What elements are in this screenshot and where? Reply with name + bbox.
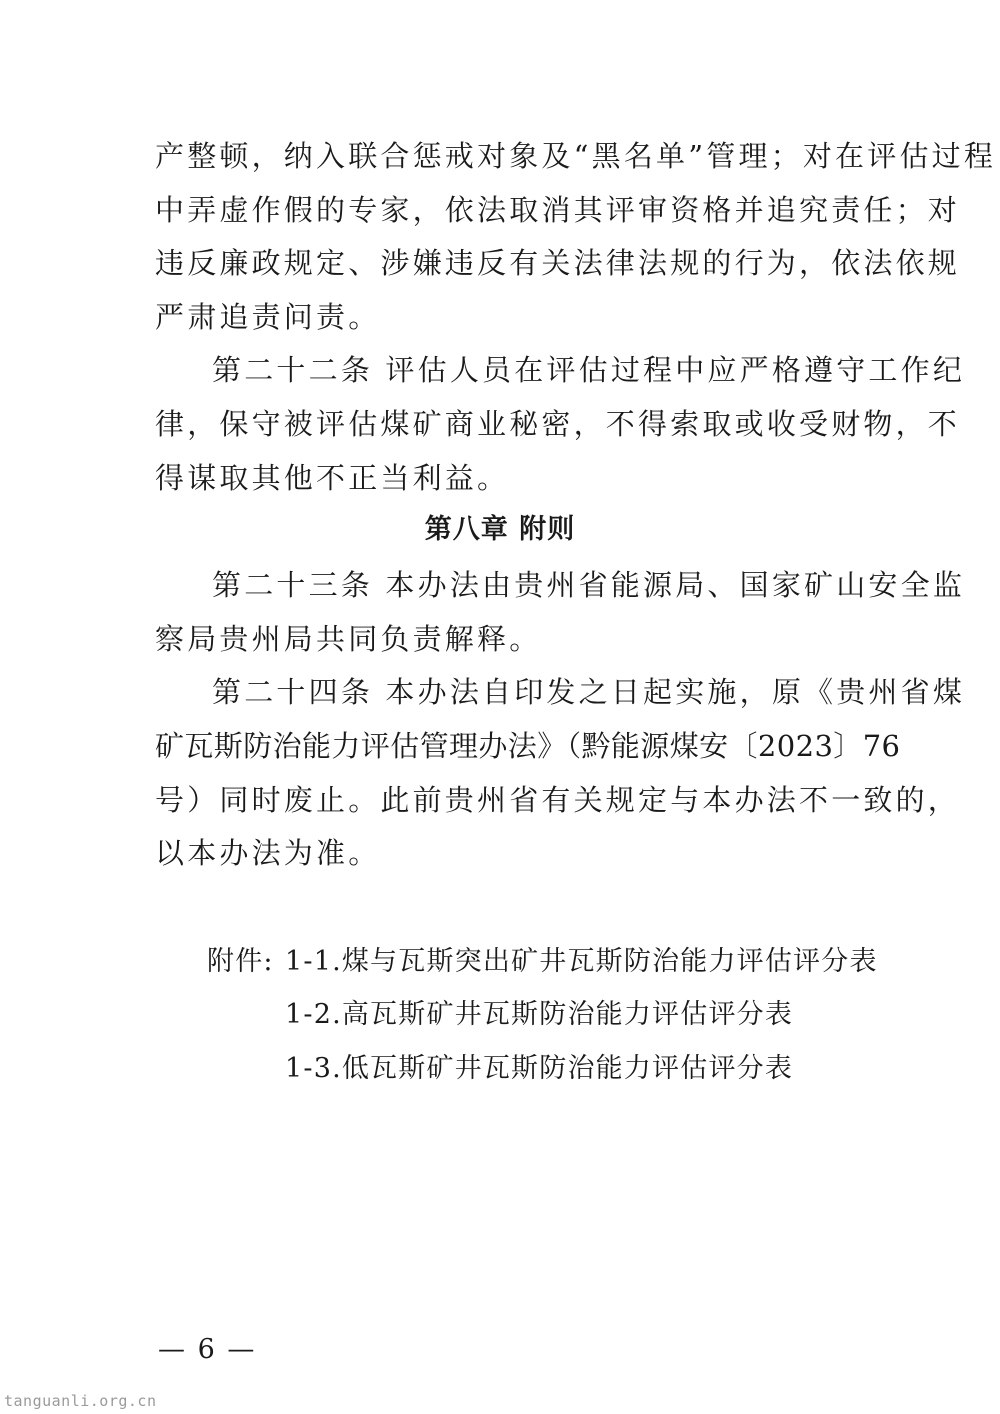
chapter-title: 第八章 附则 <box>424 514 576 545</box>
article-24-line-3: 号）同时废止。此前贵州省有关规定与本办法不一致的， <box>155 783 961 817</box>
article-23-line-1: 第二十三条 本办法由贵州省能源局、国家矿山安全监 <box>212 568 966 602</box>
article-21-line-1: 产整顿，纳入联合惩戒对象及“黑名单”管理；对在评估过程 <box>155 139 997 173</box>
article-21-line-3: 违反廉政规定、涉嫌违反有关法律法规的行为，依法依规 <box>155 246 961 280</box>
attachment-item-3: 1-3.低瓦斯矿井瓦斯防治能力评估评分表 <box>285 1053 794 1084</box>
article-22-line-2: 律，保守被评估煤矿商业秘密，不得索取或收受财物，不 <box>155 407 961 441</box>
article-22-line-1: 第二十二条 评估人员在评估过程中应严格遵守工作纪 <box>212 353 966 387</box>
attachment-item-2: 1-2.高瓦斯矿井瓦斯防治能力评估评分表 <box>285 999 794 1030</box>
article-22-line-3: 得谋取其他不正当利益。 <box>155 461 510 495</box>
attachments-label: 附件: <box>207 946 274 977</box>
attachment-item-1: 1-1.煤与瓦斯突出矿井瓦斯防治能力评估评分表 <box>285 946 878 977</box>
watermark-text: tanguanli.org.cn <box>4 1392 157 1410</box>
article-21-line-4: 严肃追责问责。 <box>155 300 381 334</box>
article-24-line-4: 以本办法为准。 <box>155 836 381 870</box>
article-24-line-1: 第二十四条 本办法自印发之日起实施，原《贵州省煤 <box>212 675 966 709</box>
article-21-line-2: 中弄虚作假的专家，依法取消其评审资格并追究责任；对 <box>155 193 961 227</box>
page-number: — 6 — <box>158 1334 257 1365</box>
article-24-line-2: 矿瓦斯防治能力评估管理办法》（黔能源煤安〔2023〕76 <box>155 729 901 763</box>
article-23-line-2: 察局贵州局共同负责解释。 <box>155 622 542 656</box>
